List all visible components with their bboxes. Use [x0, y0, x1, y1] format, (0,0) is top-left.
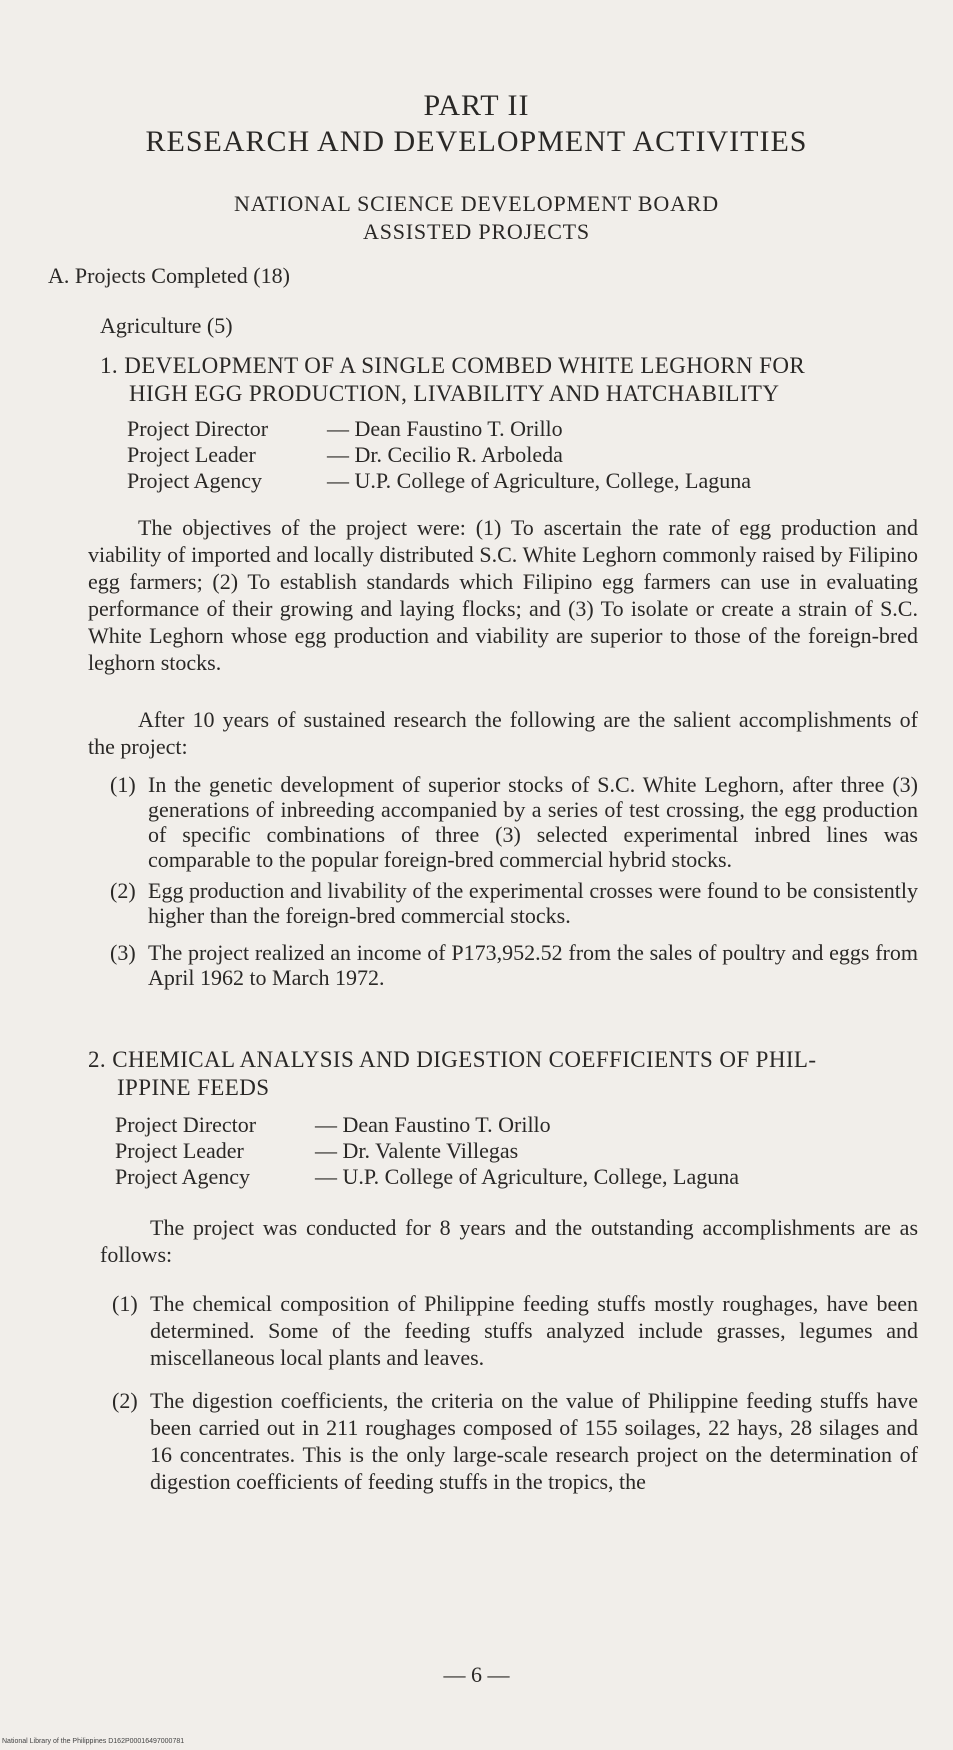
agency-label: Project Agency	[115, 1164, 251, 1189]
project-2-leader-row	[115, 1138, 739, 1164]
project-2-intro-paragraph: The project was conducted for 8 years and the outstanding accomplishments are as follows:	[100, 1215, 918, 1267]
leader-value: — Dr. Cecilio R. Arboleda	[327, 442, 563, 467]
project-2-meta	[115, 1112, 739, 1190]
part-title: RESEARCH AND DEVELOPMENT ACTIVITIES	[145, 125, 808, 158]
project-1-agency-row	[127, 468, 751, 494]
library-footnote: National Library of the Philippines D162P00016497000781	[2, 1738, 185, 1745]
list-item	[110, 878, 918, 928]
list-item-text: The project realized an income of P173,952.52 from the sales of poultry and eggs from April 1962 to March 1972.	[148, 940, 918, 990]
project-1-objectives-paragraph: The objectives of the project were: (1) To ascertain the rate of egg production and viability of imported and locally distributed S.C. White Leghorn commonly raised by Filipino egg farmers; (2) To establish standards which Filipino egg farmers can use in evaluating performance of their growing and laying flocks; and (3) To isolate or create a strain of S.C. White Leghorn whose egg production and viability are superior to those of the foreign-bred leghorn stocks.	[88, 515, 918, 675]
list-item-number: (2)	[110, 878, 136, 903]
leader-label: Project Leader	[115, 1138, 244, 1163]
list-item-text: The digestion coefficients, the criteria on the value of Philippine feeding stuffs have been carried out in 211 roughages composed of 155 soilages, 22 hays, 28 silages and 16 concentrates. This is the only large-scale research project on the determination of digestion coefficients of feeding stuffs in the tropics, the	[150, 1388, 918, 1494]
page-number: — 6 —	[443, 1662, 510, 1687]
list-item-text: In the genetic development of superior stocks of S.C. White Leghorn, after three (3) generations of inbreeding accompanied by a series of test crossing, the egg production of specific combinations of three (3) selected experimental inbred lines was comparable to the popular foreign-bred commercial hybrid stocks.	[148, 772, 918, 872]
project-1-accomplishments-intro: After 10 years of sustained research the following are the salient accomplishments of the project:	[88, 707, 918, 759]
project-1-title-line-2: HIGH EGG PRODUCTION, LIVABILITY AND HATCHABILITY	[129, 381, 780, 406]
leader-label: Project Leader	[127, 442, 256, 467]
leader-value: — Dr. Valente Villegas	[315, 1138, 519, 1163]
part-heading	[0, 88, 953, 160]
agency-value: — U.P. College of Agriculture, College, Laguna	[315, 1164, 740, 1189]
project-1-director-row	[127, 416, 751, 442]
section-heading: A. Projects Completed (18)	[48, 263, 290, 288]
project-1-accomplishments-list	[110, 772, 918, 996]
project-2-title-line-2: IPPINE FEEDS	[117, 1075, 270, 1100]
director-label: Project Director	[127, 416, 269, 441]
project-2-title-line-1: 2. CHEMICAL ANALYSIS AND DIGESTION COEFFICIENTS OF PHIL-	[88, 1047, 817, 1072]
board-line-2: ASSISTED PROJECTS	[363, 219, 590, 244]
category-heading: Agriculture (5)	[100, 313, 233, 338]
director-label: Project Director	[115, 1112, 257, 1137]
project-1-leader-row	[127, 442, 751, 468]
list-item-number: (1)	[110, 772, 136, 797]
board-heading	[0, 190, 953, 246]
list-item	[112, 1290, 918, 1371]
project-1-title-line-1: 1. DEVELOPMENT OF A SINGLE COMBED WHITE LEGHORN FOR	[100, 353, 806, 378]
project-2-title	[88, 1046, 908, 1102]
director-value: — Dean Faustino T. Orillo	[327, 416, 563, 441]
board-line-1: NATIONAL SCIENCE DEVELOPMENT BOARD	[234, 191, 719, 216]
agency-label: Project Agency	[127, 468, 263, 493]
project-2-accomplishments-list	[112, 1290, 918, 1501]
list-item	[112, 1387, 918, 1495]
list-item-number: (3)	[110, 940, 136, 965]
list-item	[110, 940, 918, 990]
list-item-text: Egg production and livability of the experimental crosses were found to be consistently higher than the foreign-bred commercial stocks.	[148, 878, 918, 928]
list-item-number: (1)	[112, 1291, 138, 1316]
director-value: — Dean Faustino T. Orillo	[315, 1112, 551, 1137]
project-1-meta	[127, 416, 751, 494]
list-item-number: (2)	[112, 1388, 138, 1413]
list-item-text: The chemical composition of Philippine feeding stuffs mostly roughages, have been determined. Some of the feeding stuffs analyzed include grasses, legumes and miscellaneous local plants and leaves.	[150, 1291, 918, 1370]
project-1-title	[100, 352, 920, 408]
project-2-agency-row	[115, 1164, 739, 1190]
agency-value: — U.P. College of Agriculture, College, Laguna	[327, 468, 752, 493]
project-2-director-row	[115, 1112, 739, 1138]
list-item	[110, 772, 918, 872]
part-number: PART II	[423, 89, 530, 122]
